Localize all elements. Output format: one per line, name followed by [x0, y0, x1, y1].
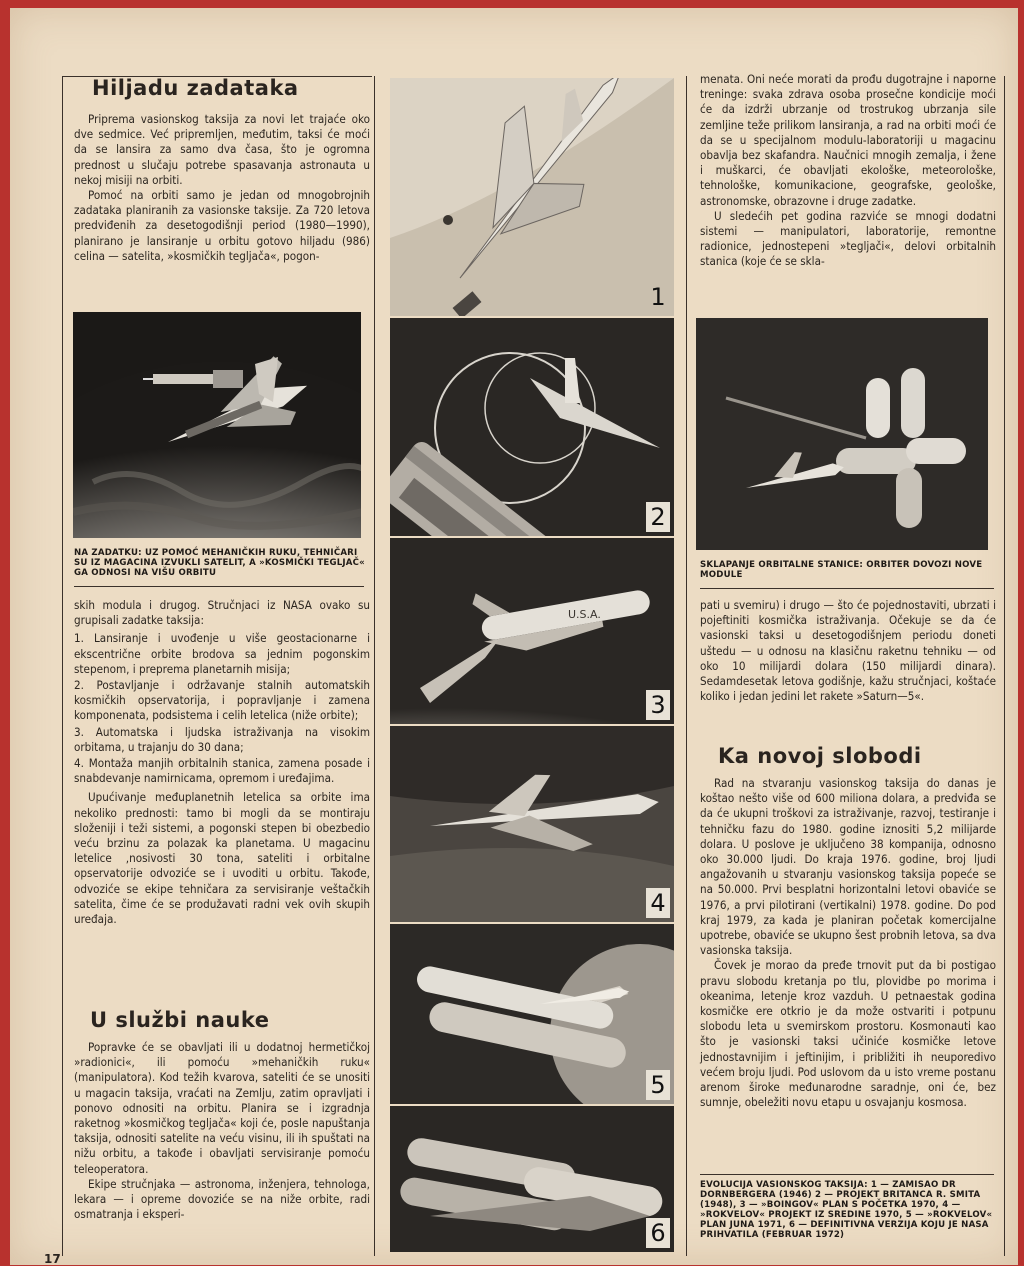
- left-text-top: [74, 112, 370, 264]
- middle-right-rule: [686, 76, 687, 1256]
- left-text-bottom: [74, 598, 370, 927]
- right-edge-rule: [1004, 76, 1005, 1256]
- left-paragraph-1: Priprema vasionskog taksija za novi let trajaće oko dve sedmice. Već pripremljen, međutim, taksi će moći da se lansira za samo dva časa, što je ogromna prednost u slučaju potrebe spasavanja astronauta u nekoj misiji na orbiti.: [74, 112, 370, 187]
- photo-number-5: 5: [646, 1070, 670, 1100]
- task-list-item: 2. Postavljanje i održavanje stalnih automatskih kosmičkih opservatorija, i popravljanje i zamena komponenata, podsistema i celih letelica (niže orbite);: [74, 678, 370, 723]
- photo-6-definitive: [390, 1106, 674, 1252]
- left-paragraph-6: Ekipe stručnjaka — astronoma, inženjera, tehnologa, lekara — i opreme dovoziće se na niže orbite, radi osmatranja i eksperi-: [74, 1176, 370, 1222]
- left-paragraph-3: skih modula i drugog. Stručnjaci iz NASA ovako su grupisali zadatke taksija:: [74, 598, 370, 628]
- right-text-middle: [700, 598, 996, 704]
- right-text-top: [700, 72, 996, 270]
- photo-2-smith: [390, 318, 674, 536]
- photo-5-rockwell-1971: [390, 924, 674, 1104]
- left-caption-rule: [74, 586, 364, 587]
- photo-3-boeing: [390, 538, 674, 724]
- photo-number-4: 4: [646, 888, 670, 918]
- left-paragraph-2: Pomoć na orbiti samo je jedan od mnogobrojnih zadataka planiranih za vasionske taksije. Za 720 letova predviđenih za desetogodišnji period (1980—1990), planirano je lansiranje u orbitu gotovo hiljadu (986) celina — satelita, »kosmičkih tegljača«, pogon-: [74, 188, 370, 263]
- right-caption-rule: [700, 588, 994, 589]
- right-photo-caption: SKLAPANJE ORBITALNE STANICE: ORBITER DOVOZI NOVE MODULE: [700, 560, 983, 580]
- right-paragraph-4: Rad na stvaranju vasionskog taksija do danas je koštao nešto više od 600 miliona dolara, a predviđa se da će ukupni troškovi za istraživanje, razvoj, testiranje i tehničku fazu do 1980. godine iznositi 5,2 milijarde dolara. U poslove je uključeno 38 kompanija, odnosno oko 30.000 ljudi. Do kraja 1976. godine, broj ljudi angažovanih u stvaranju vasionskog taksija popeće se na 50.000. Prvi besplatni horizontalni letovi obaviće se 1976, a prvi pilotirani (vertikalni) 1978. godine. Do pod kraj 1979, za kada je planiran početak komercijalne upotrebe, obaviće se ukupno šest probnih letova, sa dva vasionska taksija.: [700, 776, 996, 958]
- left-paragraph-4: Upućivanje međuplanetnih letelica sa orbite ima nekoliko prednosti: tamo bi mogli da se montiraju složeniji i teži sistemi, a pogonski stepen bi obezbedio veću brzinu za polazak ka planetama. U magacinu letelice ,nosivosti 30 tona, sateliti i orbitalne opservatorije odvoziće se i uvoditi u orbitu. Takođe, odvoziće se ekipe tehničara za servisiranje veštačkih satelita, čime će se produžavati radni vek ovih skupih uređaja.: [74, 790, 370, 927]
- photo-orbital-station-assembly: [696, 318, 988, 550]
- photo-satellite-deploy: [73, 312, 361, 538]
- task-list: [74, 631, 370, 786]
- right-paragraph-3: pati u svemiru) i drugo — što će pojednostaviti, ubrzati i pojeftiniti kosmička istraživanja. Očekuje se da će vasionski taksi u desetogodišnjem periodu doneti uštedu — u odnosu na klasičnu raketnu tehniku — od oko 10 milijardi dolara (150 milijardi dinara). Sedamdesetak letova godišnje, kažu stručnjaci, koštaće koliko i jedan jedini let rakete »Saturn—5«.: [700, 598, 996, 704]
- photo-number-6: 6: [646, 1218, 670, 1248]
- task-list-item: 1. Lansiranje i uvođenje u više geostacionarne i ekscentrične orbite brodova sa jednim pogonskim stepenom, i preprema planetarnih misija;: [74, 631, 370, 676]
- right-bottom-rule: [700, 1174, 994, 1175]
- photo-1-dornberger: [390, 78, 674, 316]
- usa-label: U.S.A.: [568, 608, 601, 621]
- photo-4-rockwell-1970: [390, 726, 674, 922]
- heading-u-sluzbi-nauke: U službi nauke: [90, 1008, 270, 1032]
- left-column-rule: [62, 76, 63, 1256]
- left-text-end: [74, 1040, 370, 1222]
- photo-number-3: 3: [646, 690, 670, 720]
- magazine-page: [10, 8, 1018, 1265]
- right-paragraph-1: menata. Oni neće morati da prođu dugotrajne i naporne treninge: svaka zdrava osoba prosečne kondicije moći će da izdrži ubrzanje od trostrukog ubrzanja sile zemljine teže prilikom lansiranja, a rad na orbiti moći će da se u specijalnom modulu-laboratoriji u magacinu obavlja bez skafandra. Naučnici mnogih zemalja, i žene i muškarci, će obavljati ekološke, meteorološke, tehnološke, komunikacione, geografske, geološke, astronomske, obrazovne i druge zadatke.: [700, 72, 996, 208]
- photo-number-1: 1: [650, 283, 666, 311]
- left-paragraph-5: Popravke će se obavljati ili u dodatnoj hermetičkoj »radionici«, ili pomoću »mehaničkih ruku« (manipulatora). Kod težih kvarova, sateliti će se unositi u magacin taksija, vraćati na Zemlju, zatim opravljati i ponovo odnositi na orbitu. Planira se i izgradnja raketnog »kosmičkog tegljača« koji će, posle napuštanja taksija, odnositi satelite na veću visinu, ili ih spuštati na nižu orbitu, a takođe i obavljati servisiranje pomoću teleoperatora.: [74, 1040, 370, 1176]
- heading-ka-novoj-slobodi: Ka novoj slobodi: [718, 744, 922, 768]
- right-text-bottom: [700, 776, 996, 1110]
- page-number: 17: [44, 1252, 61, 1266]
- right-paragraph-2: U sledećih pet godina razviće se mnogi dodatni sistemi — manipulatori, laboratorije, remontne radionice, jednostepeni »tegljači«, delovi orbitalnih stanica (koje će se skla-: [700, 208, 996, 269]
- evolution-caption: EVOLUCIJA VASIONSKOG TAKSIJA: 1 — ZAMISAO DR DORNBERGERA (1946) 2 — PROJEKT BRITANCA R. SMITA (1948), 3 — »BOINGOV« PLAN S POČETKA 1970, 4 — »ROKVELOV« PROJEKT IZ SREDINE 1970, 5 — »ROKVELOV« PLAN JUNA 1971, 6 — DEFINITIVNA VERZIJA KOJU JE NASA PRIHVATILA (FEBRUAR 1972): [700, 1180, 993, 1240]
- task-list-item: 4. Montaža manjih orbitalnih stanica, zamena posade i snabdevanje namirnicama, opremom i uređajima.: [74, 756, 370, 786]
- heading-hiljadu-zadataka: Hiljadu zadataka: [92, 76, 299, 100]
- left-photo-caption: NA ZADATKU: UZ POMOĆ MEHANIČKIH RUKU, TEHNIČARI SU IZ MAGACINA IZVUKLI SATELIT, A »KOSMIČKI TEGLJAČ« GA ODNOSI NA VIŠU ORBITU: [74, 548, 365, 578]
- middle-left-rule: [374, 76, 375, 1256]
- right-paragraph-5: Čovek je morao da pređe trnovit put da bi postigao pravu slobodu kretanja po tlu, plovidbe po morima i okeanima, letenje kroz vazduh. U petnaestak godina kosmičke ere otkrio je da može ostvariti i potpunu slobodu leta u svemirskom prostoru. Kosmonauti kao što je vasionski taksi učiniće kosmičke letove jednostavnijim i jeftinijim, i približiti ih neuporedivo većem broju ljudi. Pod uslovom da u isto vreme postanu arenom široke međunarodne saradnje, oni će, bez sumnje, obeležiti novu etapu u osvajanju kosmosa.: [700, 958, 996, 1110]
- photo-number-2: 2: [646, 502, 670, 532]
- task-list-item: 3. Automatska i ljudska istraživanja na visokim orbitama, u trajanju do 30 dana;: [74, 724, 370, 754]
